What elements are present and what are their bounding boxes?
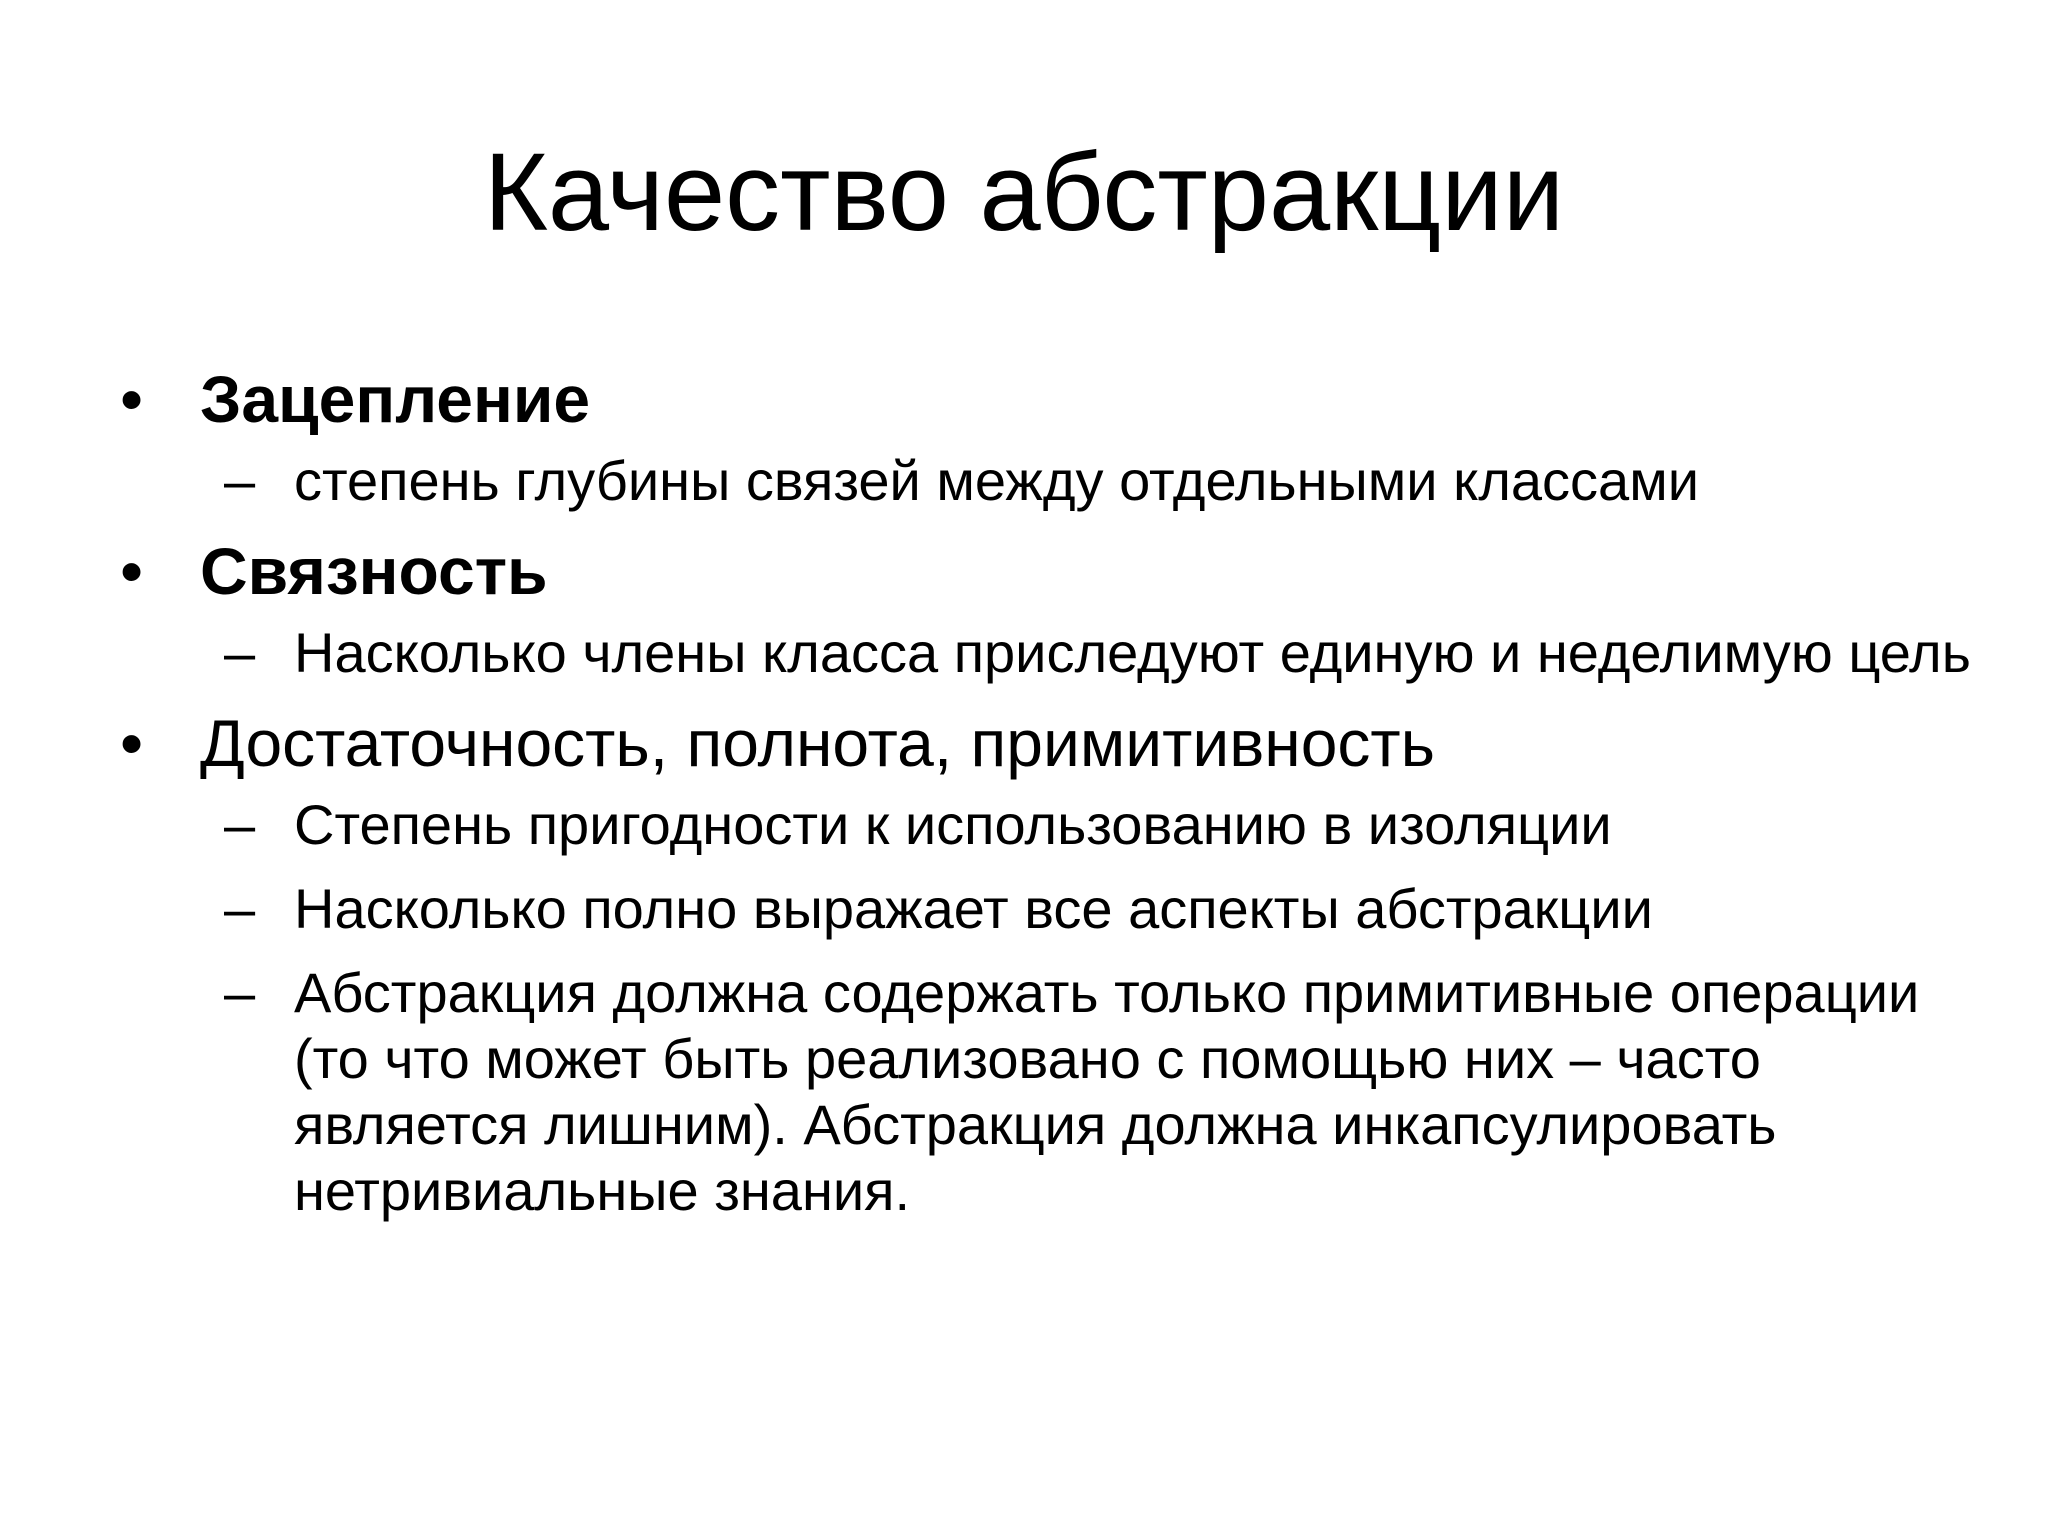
bullet-item-coupling (120, 360, 1980, 438)
sub-item-text: степень глубины связей между отдельными классами (294, 449, 1699, 512)
sub-item (120, 792, 1980, 858)
bullet-item-sufficiency (120, 704, 1980, 782)
bullet-label: Связность (200, 534, 548, 608)
sub-item (120, 448, 1980, 514)
bullet-icon: • (120, 706, 144, 780)
bullet-item-cohesion (120, 532, 1980, 610)
dash-icon: – (224, 961, 256, 1024)
dash-icon: – (224, 621, 256, 684)
sub-item (120, 960, 1980, 1224)
dash-icon: – (224, 449, 256, 512)
dash-icon: – (224, 877, 256, 940)
bullet-label: Достаточность, полнота, примитивность (200, 706, 1436, 780)
slide-content (120, 360, 1980, 1242)
sub-item (120, 876, 1980, 942)
sub-item-text: Степень пригодности к использованию в изоляции (294, 793, 1612, 856)
sub-item-text: Абстракция должна содержать только примитивные операции (то что может быть реализовано с помощью них – часто является лишним). Абстракция должна инкапсулировать нетривиальные знания. (294, 961, 1920, 1222)
bullet-label: Зацепление (200, 362, 591, 436)
bullet-icon: • (120, 534, 144, 608)
sub-item-text: Насколько члены класса приследуют единую и неделимую цель (294, 621, 1971, 684)
bullet-icon: • (120, 362, 144, 436)
sub-item-text: Насколько полно выражает все аспекты абстракции (294, 877, 1653, 940)
slide-title: Качество абстракции (483, 131, 1565, 254)
dash-icon: – (224, 793, 256, 856)
sub-item (120, 620, 1980, 686)
